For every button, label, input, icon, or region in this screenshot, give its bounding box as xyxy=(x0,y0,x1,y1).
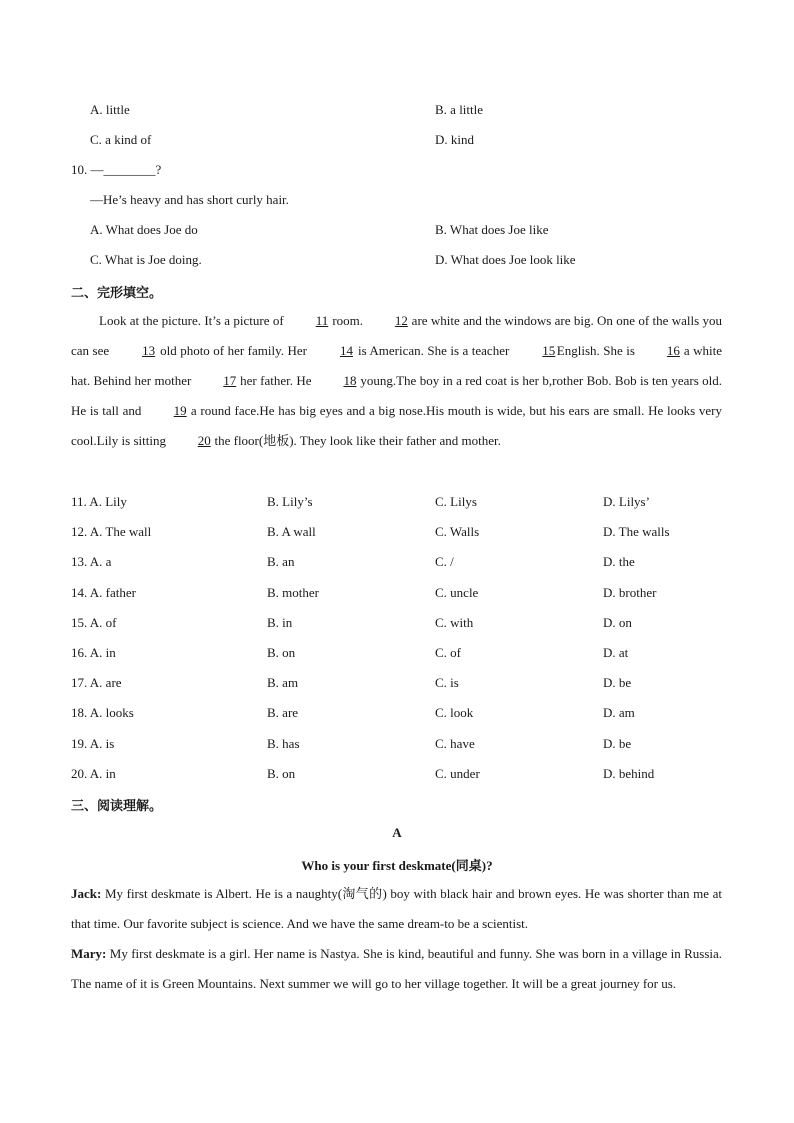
cloze-blank-17: 17 xyxy=(223,373,237,388)
cloze-option-15-b: B. in xyxy=(267,615,293,630)
mary-paragraph xyxy=(71,939,722,999)
cloze-option-17-b: B. am xyxy=(267,675,299,690)
cloze-option-18-b: B. are xyxy=(267,705,299,720)
cloze-option-11-b: B. Lily’s xyxy=(267,494,313,509)
q9-option-d: D. kind xyxy=(435,132,474,147)
cloze-option-15-a: 15. A. of xyxy=(71,615,117,630)
cloze-option-20-d: D. behind xyxy=(603,766,655,781)
cloze-option-19-c: C. have xyxy=(435,736,475,751)
cloze-option-14-c: C. uncle xyxy=(435,585,479,600)
q10-number: 10. xyxy=(71,162,88,177)
cloze-passage xyxy=(71,306,722,456)
mary-text: My first deskmate is a girl. Her name is Nastya. She is kind, beautiful and funny. She was born in a village in Russia. The name of it is Green Mountains. Next summer we will go to her village together. It will be a great journey for us. xyxy=(71,946,723,991)
passage-title: Who is your first deskmate(同桌)? xyxy=(301,858,493,873)
cloze-option-18-a: 18. A. looks xyxy=(71,705,134,720)
mary-name: Mary: xyxy=(71,946,107,961)
q9-option-b: B. a little xyxy=(435,102,484,117)
cloze-option-17-a: 17. A. are xyxy=(71,675,122,690)
cloze-option-12-b: B. A wall xyxy=(267,524,316,539)
cloze-blank-13: 13 xyxy=(142,343,156,358)
cloze-option-16-d: D. at xyxy=(603,645,629,660)
q10-option-c: C. What is Joe doing. xyxy=(90,252,202,267)
cloze-option-11-c: C. Lilys xyxy=(435,494,477,509)
cloze-blank-18: 18 xyxy=(343,373,357,388)
cloze-text: a round face.He has big eyes and a big nose.His mouth is wide, but his ears are small. He looks very cool.Lily is sitting xyxy=(71,403,722,448)
cloze-text: old photo of her family. Her xyxy=(160,343,307,358)
cloze-text: are white and the windows are big. On one of the walls you can see xyxy=(71,313,722,358)
cloze-option-13-c: C. / xyxy=(435,554,454,569)
cloze-text: the floor(地板). They look like their father and mother. xyxy=(214,433,501,448)
cloze-option-11-d: D. Lilys’ xyxy=(603,494,650,509)
cloze-option-16-a: 16. A. in xyxy=(71,645,116,660)
q10-option-d: D. What does Joe look like xyxy=(435,252,576,267)
cloze-option-19-a: 19. A. is xyxy=(71,736,115,751)
cloze-option-16-c: C. of xyxy=(435,645,461,660)
cloze-option-20-b: B. on xyxy=(267,766,296,781)
section-2-title: 二、完形填空。 xyxy=(71,286,163,301)
jack-text: My first deskmate is Albert. He is a naughty(淘气的) boy with black hair and brown eyes. He was shorter than me at that time. Our favorite subject is science. And we have the same dream-to be a scientist. xyxy=(71,886,723,931)
q10-option-b: B. What does Joe like xyxy=(435,222,549,237)
cloze-option-17-c: C. is xyxy=(435,675,459,690)
jack-name: Jack: xyxy=(71,886,102,901)
cloze-option-11-a: 11. A. Lily xyxy=(71,494,127,509)
cloze-text: her father. He xyxy=(240,373,312,388)
cloze-blank-12: 12 xyxy=(394,313,408,328)
cloze-option-15-c: C. with xyxy=(435,615,474,630)
q10-dash: — xyxy=(90,162,104,177)
cloze-option-18-c: C. look xyxy=(435,705,474,720)
cloze-text: young.The boy in a red coat is her b,rother Bob. Bob is ten years old. He is tall and xyxy=(71,373,723,418)
cloze-option-12-c: C. Walls xyxy=(435,524,480,539)
cloze-option-16-b: B. on xyxy=(267,645,296,660)
cloze-option-14-d: D. brother xyxy=(603,585,657,600)
cloze-blank-11: 11 xyxy=(315,313,329,328)
q10-response: —He’s heavy and has short curly hair. xyxy=(90,192,289,207)
cloze-option-13-a: 13. A. a xyxy=(71,554,112,569)
cloze-text: Look at the picture. It’s a picture of xyxy=(99,313,284,328)
cloze-blank-14: 14 xyxy=(339,343,353,358)
cloze-option-14-b: B. mother xyxy=(267,585,319,600)
cloze-option-12-a: 12. A. The wall xyxy=(71,524,152,539)
cloze-text: a white hat. Behind her mother xyxy=(71,343,723,388)
cloze-option-13-b: B. an xyxy=(267,554,295,569)
cloze-blank-19: 19 xyxy=(173,403,187,418)
cloze-blank-15: 15 xyxy=(542,343,556,358)
cloze-option-18-d: D. am xyxy=(603,705,635,720)
cloze-option-13-d: D. the xyxy=(603,554,635,569)
cloze-option-19-b: B. has xyxy=(267,736,300,751)
cloze-option-20-a: 20. A. in xyxy=(71,766,116,781)
cloze-text: English. She is xyxy=(556,343,635,358)
cloze-option-15-d: D. on xyxy=(603,615,632,630)
cloze-option-12-d: D. The walls xyxy=(603,524,670,539)
q10-question-mark: ? xyxy=(155,162,162,177)
cloze-text: is American. She is a teacher xyxy=(357,343,510,358)
q9-option-a: A. little xyxy=(90,102,130,117)
cloze-option-20-c: C. under xyxy=(435,766,480,781)
cloze-blank-16: 16 xyxy=(666,343,680,358)
jack-paragraph xyxy=(71,879,722,939)
cloze-text: room. xyxy=(332,313,364,328)
cloze-blank-20: 20 xyxy=(197,433,211,448)
cloze-option-19-d: D. be xyxy=(603,736,632,751)
q10-blank: ________ xyxy=(103,162,156,177)
q10-prompt xyxy=(71,162,161,178)
q10-option-a: A. What does Joe do xyxy=(90,222,198,237)
section-3-title: 三、阅读理解。 xyxy=(71,799,163,814)
cloze-option-14-a: 14. A. father xyxy=(71,585,136,600)
passage-label: A xyxy=(392,825,402,840)
q9-option-c: C. a kind of xyxy=(90,132,152,147)
cloze-option-17-d: D. be xyxy=(603,675,632,690)
